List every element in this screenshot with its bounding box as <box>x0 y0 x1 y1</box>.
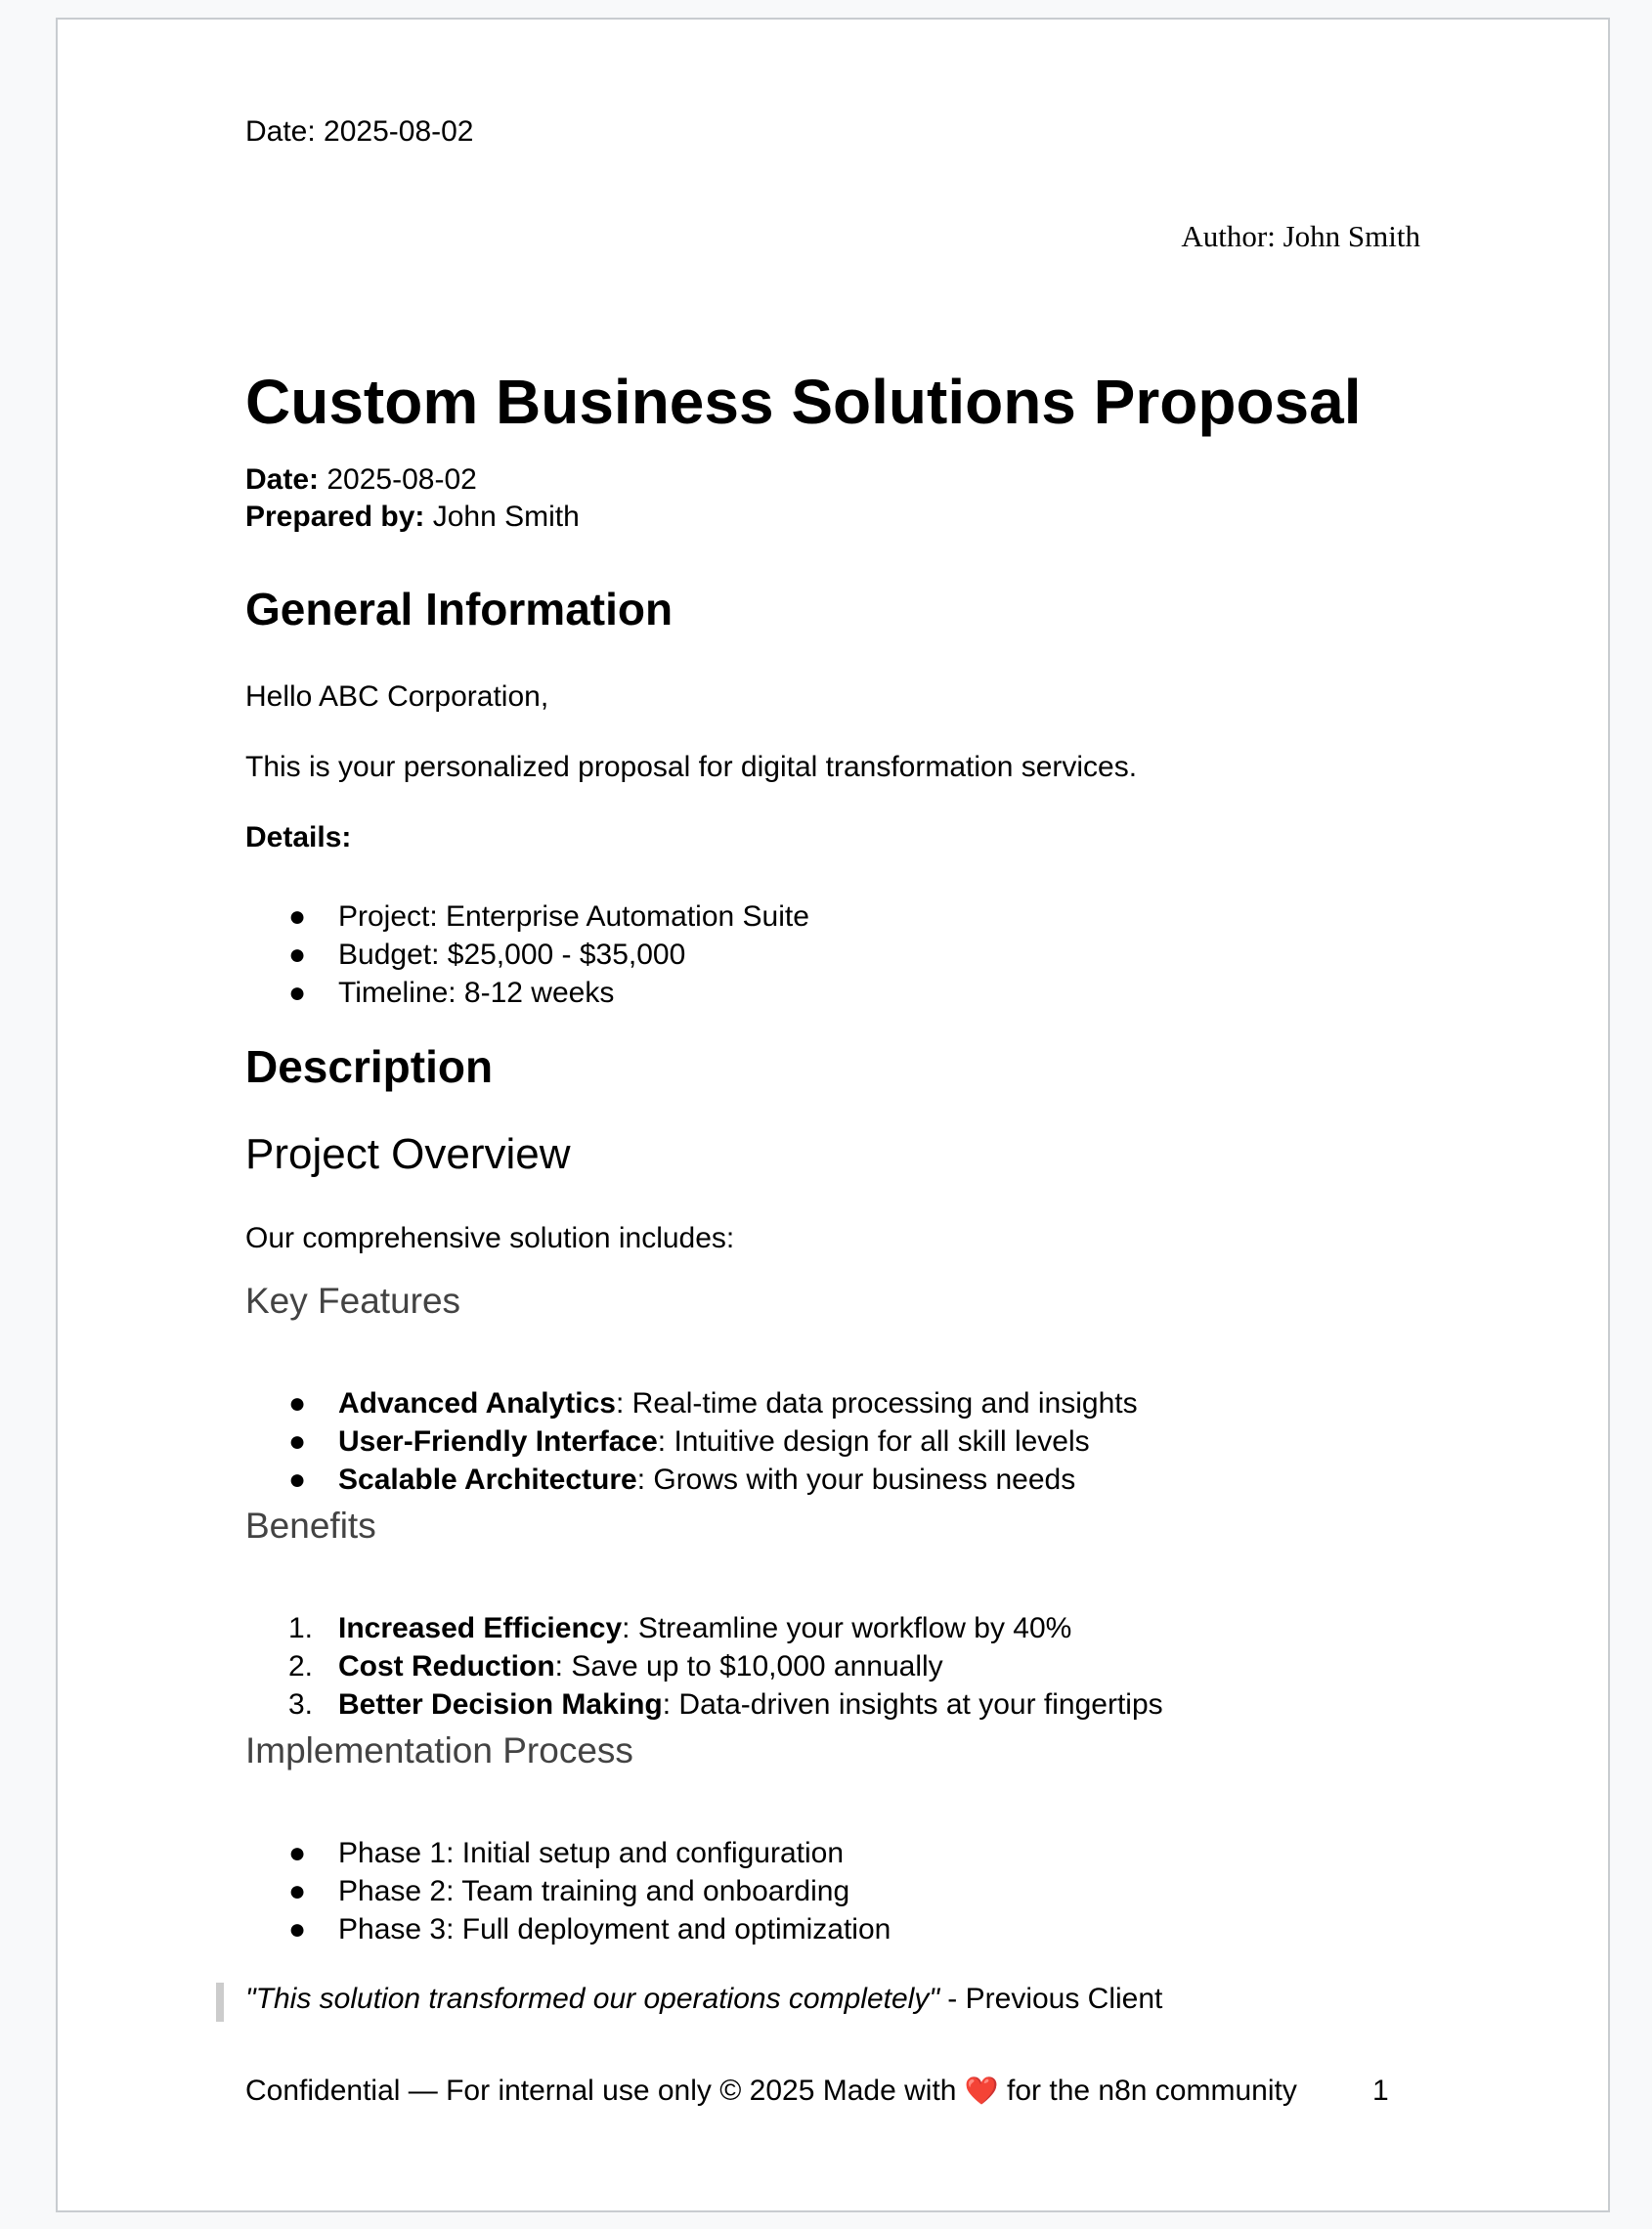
page-number: 1 <box>1372 2075 1389 2107</box>
list-item: ● Advanced Analytics: Real-time data processing and insights <box>245 1384 1138 1422</box>
features-list <box>245 1384 1138 1499</box>
heart-icon: ❤️ <box>964 2075 999 2107</box>
bullet-icon: ● <box>288 1913 307 1945</box>
list-item: ● Scalable Architecture: Grows with your business needs <box>245 1461 1138 1499</box>
quote-bar <box>216 1983 224 2022</box>
list-item: ● Phase 1: Initial setup and configuration <box>245 1834 891 1872</box>
bullet-icon: ● <box>288 900 307 933</box>
list-item: ● Phase 3: Full deployment and optimization <box>245 1910 891 1948</box>
details-label: Details: <box>245 821 352 853</box>
list-item: ● Project: Enterprise Automation Suite <box>245 897 809 936</box>
meta-date-value: 2025-08-02 <box>319 463 477 496</box>
list-item: 3. Better Decision Making: Data-driven insights at your fingertips <box>245 1685 1163 1724</box>
list-number: 2. <box>288 1650 314 1683</box>
subheading-implementation: Implementation Process <box>245 1730 633 1770</box>
document-title: Custom Business Solutions Proposal <box>245 367 1362 437</box>
section-heading-general: General Information <box>245 584 674 634</box>
bullet-icon: ● <box>288 1387 307 1420</box>
benefits-list <box>245 1609 1163 1724</box>
meta-prepared-label: Prepared by: <box>245 501 425 533</box>
list-item: ● Timeline: 8-12 weeks <box>245 974 809 1012</box>
section-heading-description: Description <box>245 1041 494 1092</box>
header-author: Author: John Smith <box>1181 219 1420 253</box>
meta-prepared-by <box>245 501 580 534</box>
list-item: 2. Cost Reduction: Save up to $10,000 annually <box>245 1647 1163 1685</box>
bullet-icon: ● <box>288 977 307 1009</box>
subheading-key-features: Key Features <box>245 1281 461 1321</box>
list-number: 1. <box>288 1612 314 1644</box>
list-item: ● User-Friendly Interface: Intuitive design for all skill levels <box>245 1422 1138 1461</box>
footer-text: Confidential — For internal use only © 2025 Made with ❤️ for the n8n community <box>245 2075 1297 2107</box>
client-quote <box>245 1983 1162 2016</box>
list-number: 3. <box>288 1688 314 1721</box>
greeting-text: Hello ABC Corporation, <box>245 680 549 713</box>
bullet-icon: ● <box>288 1837 307 1869</box>
details-list <box>245 897 809 1012</box>
meta-prepared-value: John Smith <box>424 501 580 533</box>
intro-text: This is your personalized proposal for digital transformation services. <box>245 751 1138 783</box>
quote-text: "This solution transformed our operations completely" <box>245 1983 939 2015</box>
subheading-project-overview: Project Overview <box>245 1130 571 1178</box>
meta-date-label: Date: <box>245 463 320 496</box>
document-page <box>56 18 1610 2212</box>
bullet-icon: ● <box>288 1875 307 1907</box>
list-item: ● Phase 2: Team training and onboarding <box>245 1872 891 1910</box>
quote-attribution: - Previous Client <box>938 1983 1163 2015</box>
implementation-list <box>245 1834 891 1948</box>
meta-date <box>245 463 477 497</box>
list-item: ● Budget: $25,000 - $35,000 <box>245 936 809 974</box>
bullet-icon: ● <box>288 1425 307 1458</box>
list-item: 1. Increased Efficiency: Streamline your workflow by 40% <box>245 1609 1163 1647</box>
overview-text: Our comprehensive solution includes: <box>245 1222 735 1254</box>
subheading-benefits: Benefits <box>245 1506 376 1546</box>
bullet-icon: ● <box>288 939 307 971</box>
header-date: Date: 2025-08-02 <box>245 115 474 148</box>
bullet-icon: ● <box>288 1464 307 1496</box>
